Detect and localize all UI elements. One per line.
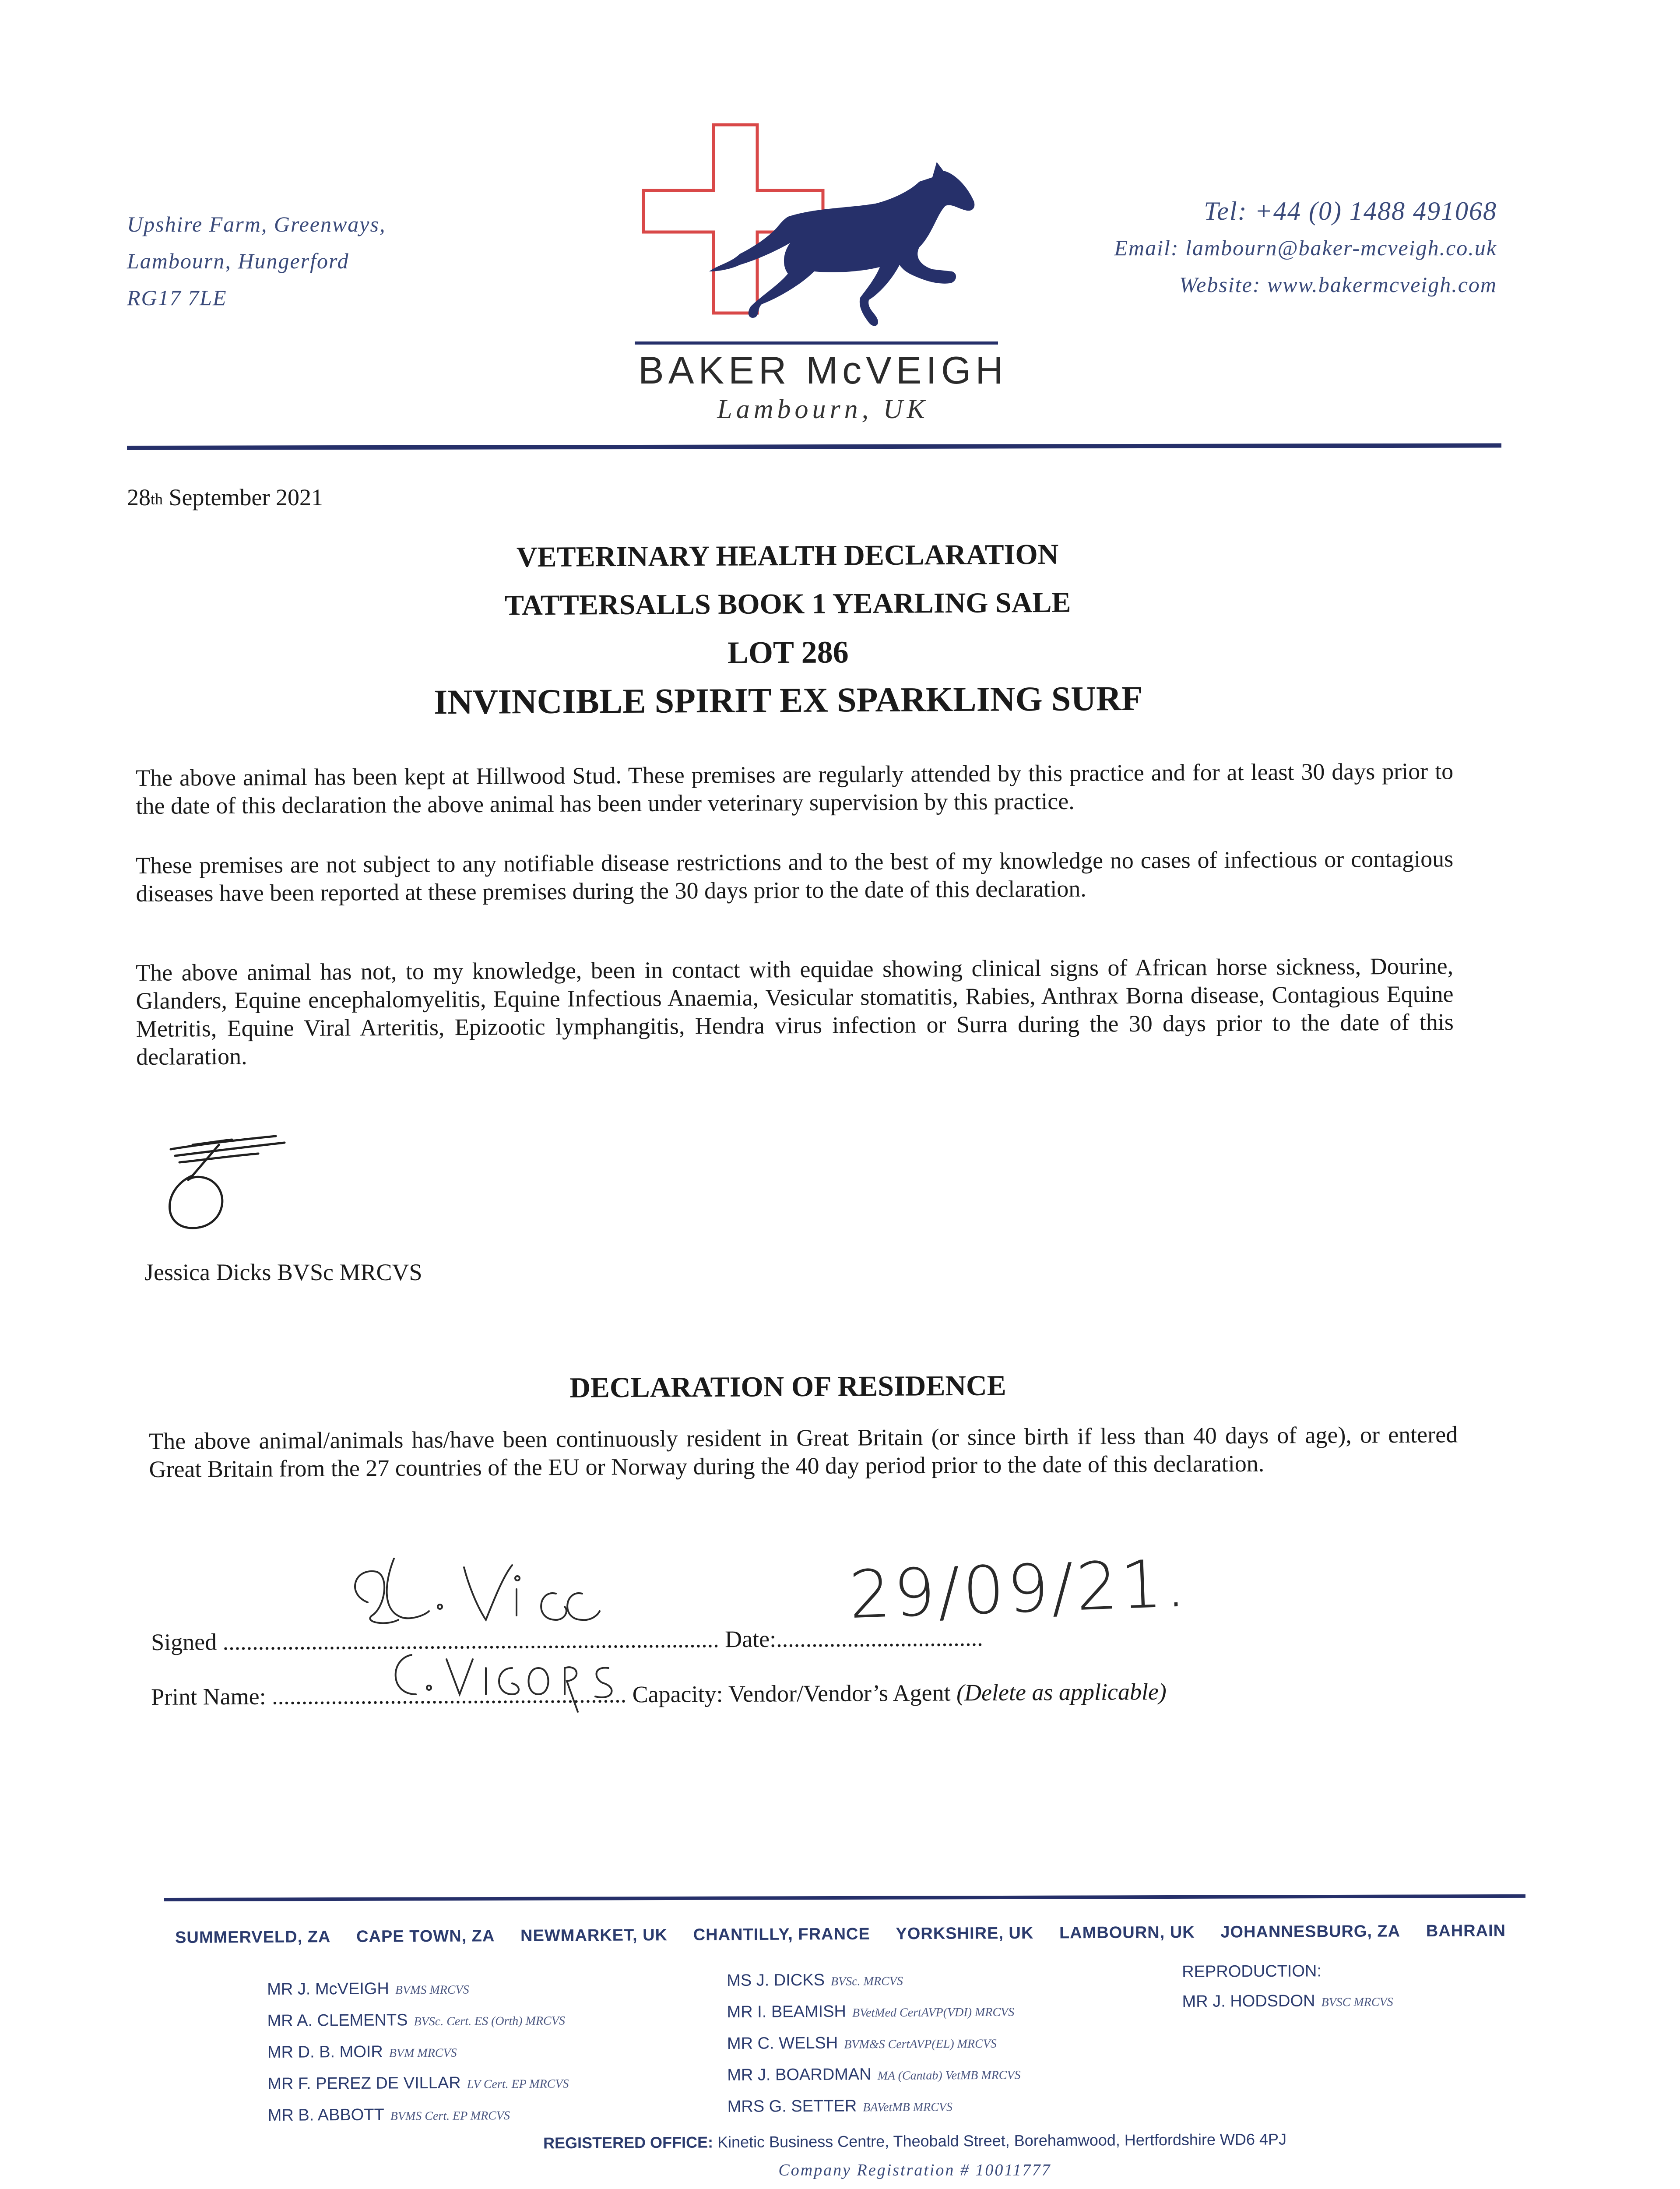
- header-divider: [127, 443, 1501, 450]
- staff-name: MRS G. SETTER: [727, 2097, 857, 2116]
- print-name-label: Print Name:: [151, 1683, 272, 1710]
- contact-tel: Tel: +44 (0) 1488 491068: [1204, 197, 1497, 225]
- capacity-label: .... Capacity: Vendor/Vendor’s Agent: [602, 1679, 957, 1708]
- staff-name: MR J. HODSDON: [1182, 1992, 1315, 2011]
- date-day: 28: [127, 484, 151, 510]
- signature-line: [151, 1624, 983, 1656]
- staff-qualification: BAVetMB MRCVS: [863, 2100, 953, 2115]
- lot-number: LOT 286: [727, 634, 849, 670]
- location-item: CHANTILLY, FRANCE: [693, 1925, 870, 1944]
- horse-pedigree: INVINCIBLE SPIRIT EX SPARKLING SURF: [433, 679, 1143, 722]
- staff-name: MR B. ABBOTT: [267, 2105, 384, 2125]
- paragraph-supervision: The above animal has been kept at Hillwood Stud. These premises are regularly attended by this practice and for at least 30 days prior to the date of this declaration the above animal has been under veterinary supervision by this practice.: [136, 758, 1454, 819]
- residence-heading: DECLARATION OF RESIDENCE: [569, 1369, 1006, 1404]
- paragraph-contact-equidae: The above animal has not, to my knowledge, been in contact with equidae showing clinical signs of African horse sickness, Dourine, Glanders, Equine encephalomyelitis, Equine Infectious Anaemia, Vesicular stomatitis, Rabies, Anthrax Borna disease, Contagious Equine Metritis, Equine Viral Arteritis, Epizootic lymphangitis, Hendra virus infection or Surra during the 30 days prior to the date of this declaration.: [136, 953, 1454, 1070]
- staff-name: MR C. WELSH: [727, 2034, 838, 2053]
- signed-label: Signed: [151, 1629, 223, 1655]
- staff-entry: [267, 2004, 569, 2038]
- staff-column-3: [1182, 1956, 1393, 2018]
- staff-qualification: MA (Cantab) VetMB MRCVS: [877, 2068, 1021, 2083]
- address-line: RG17 7LE: [127, 285, 227, 310]
- title-line: VETERINARY HEALTH DECLARATION: [516, 538, 1059, 574]
- print-name-line: [151, 1678, 1167, 1710]
- brand-location: Lambourn, UK: [717, 394, 929, 424]
- location-item: JOHANNESBURG, ZA: [1220, 1922, 1401, 1942]
- staff-qualification: LV Cert. EP MRCVS: [467, 2077, 569, 2091]
- staff-entry: [267, 2036, 569, 2069]
- location-item: LAMBOURN, UK: [1059, 1923, 1195, 1943]
- staff-entry: [728, 2090, 1021, 2123]
- staff-name: MR A. CLEMENTS: [267, 2011, 408, 2030]
- staff-entry: [727, 2059, 1021, 2092]
- letterhead-address: [127, 206, 477, 316]
- handwritten-date: 29/09/21.: [847, 1545, 1190, 1634]
- date-label: Date:: [719, 1626, 777, 1653]
- location-item: CAPE TOWN, ZA: [356, 1927, 495, 1946]
- letterhead-contact: [1029, 193, 1497, 303]
- staff-entry: [727, 1995, 1020, 2029]
- company-registration: Company Registration # 10011777: [778, 2161, 1051, 2179]
- registered-office-address: Kinetic Business Centre, Theobald Street, Borehamwood, Hertfordshire WD6 4PJ: [713, 2130, 1287, 2151]
- footer-divider: [164, 1894, 1525, 1901]
- registered-office: [455, 2130, 1374, 2153]
- reproduction-heading: REPRODUCTION:: [1182, 1962, 1322, 1981]
- staff-name: MR J. BOARDMAN: [727, 2065, 872, 2084]
- vet-name: Jessica Dicks BVSc MRCVS: [144, 1259, 422, 1285]
- brand-name: BAKER McVEIGH: [638, 348, 1008, 392]
- address-line: Upshire Farm, Greenways,: [127, 212, 386, 236]
- address-line: Lambourn, Hungerford: [127, 249, 349, 273]
- signature-field[interactable]: ....................................................................................: [222, 1626, 719, 1655]
- staff-qualification: BVSc. Cert. ES (Orth) MRCVS: [414, 2014, 565, 2029]
- staff-name: MR D. B. MOIR: [267, 2042, 383, 2062]
- location-item: SUMMERVELD, ZA: [175, 1928, 331, 1947]
- company-logo: [630, 120, 1016, 357]
- staff-qualification: BVSC MRCVS: [1321, 1995, 1393, 2010]
- staff-name: MR J. McVEIGH: [267, 1979, 389, 1999]
- location-item: BAHRAIN: [1426, 1922, 1506, 1941]
- logo-underline: [635, 341, 998, 345]
- horse-icon: [709, 162, 974, 326]
- staff-entry: [267, 2067, 569, 2101]
- staff-name: MR I. BEAMISH: [727, 2002, 847, 2021]
- date-rest: September 2021: [163, 484, 323, 510]
- staff-column-2: [727, 1964, 1021, 2123]
- staff-entry: [268, 2099, 569, 2132]
- contact-email: Email: lambourn@baker-mcveigh.co.uk: [1114, 236, 1497, 260]
- print-name-field[interactable]: ........................................................: [271, 1681, 603, 1710]
- staff-qualification: BVM MRCVS: [389, 2046, 457, 2060]
- staff-qualification: BVMS MRCVS: [395, 1983, 469, 1997]
- document-title: [306, 529, 1270, 727]
- staff-qualification: BVMS Cert. EP MRCVS: [390, 2109, 510, 2123]
- staff-qualification: BVM&S CertAVP(EL) MRCVS: [844, 2037, 997, 2052]
- paragraph-residence: The above animal/animals has/have been continuously resident in Great Britain (or since birth if less than 40 days of age), or entered Great Britain from the 27 countries of the EU or Norway during the 40 day period prior to the date of this declaration.: [149, 1421, 1458, 1482]
- title-line: TATTERSALLS BOOK 1 YEARLING SALE: [504, 586, 1071, 622]
- staff-qualification: BVetMed CertAVP(VDI) MRCVS: [852, 2005, 1015, 2020]
- office-locations: [175, 1922, 1506, 1947]
- location-item: YORKSHIRE, UK: [896, 1924, 1034, 1943]
- date-suffix: th: [151, 490, 163, 508]
- staff-column-1: [267, 1973, 569, 2132]
- date-field[interactable]: ...................................: [776, 1625, 983, 1652]
- contact-website: Website: www.bakermcveigh.com: [1179, 272, 1497, 297]
- document-date: [127, 484, 323, 511]
- paragraph-disease-restrictions: These premises are not subject to any notifiable disease restrictions and to the best of my knowledge no cases of infectious or contagious diseases have been reported at these premises during the 30 days prior to the date of this declaration.: [136, 845, 1454, 907]
- staff-entry: [727, 1964, 1020, 1997]
- staff-entry: [267, 1973, 569, 2006]
- registered-office-label: REGISTERED OFFICE:: [543, 2133, 713, 2152]
- staff-name: MS J. DICKS: [727, 1971, 825, 1990]
- location-item: NEWMARKET, UK: [520, 1926, 668, 1945]
- vet-signature: [144, 1119, 302, 1241]
- staff-qualification: BVSc. MRCVS: [830, 1974, 903, 1988]
- capacity-note: (Delete as applicable): [956, 1678, 1167, 1706]
- staff-entry: [727, 2027, 1021, 2060]
- staff-entry: [1182, 1985, 1393, 2018]
- staff-name: MR F. PEREZ DE VILLAR: [267, 2073, 461, 2093]
